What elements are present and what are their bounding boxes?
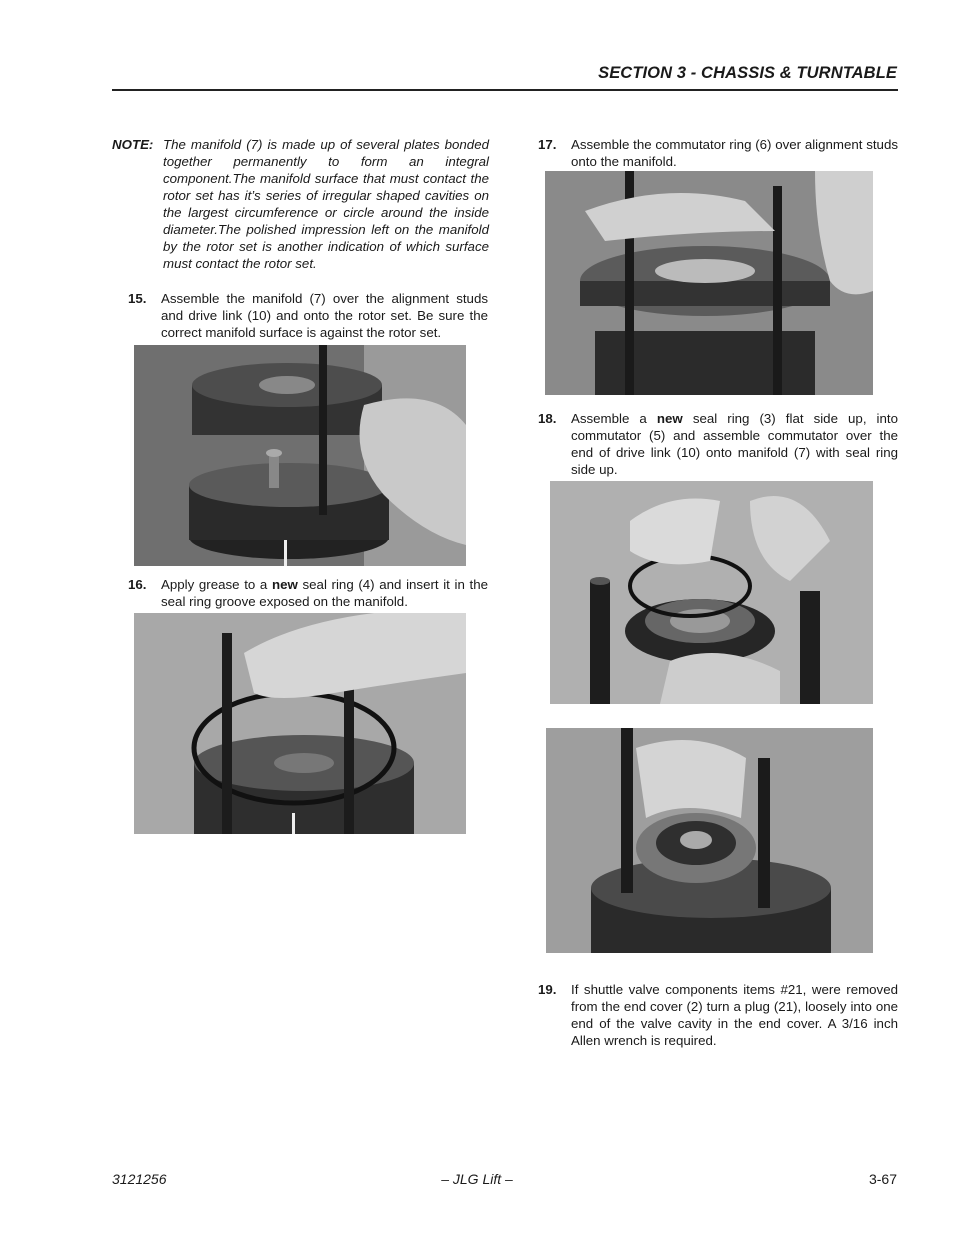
step-17-text: Assemble the commutator ring (6) over alignment studs onto the manifold. [571,137,898,169]
photo-seal-ring-install [134,613,466,834]
step-15-number: 15. [128,291,147,306]
photo-commutator-over-drive-link [546,728,873,953]
step-18-text: Assemble a new seal ring (3) flat side up, into commutator (5) and assemble commutator over the end of drive link (10) onto manifold (7) with seal ring side up. [571,411,898,477]
step-15-text: Assemble the manifold (7) over the alignment studs and drive link (10) and onto the rotor set. Be sure the correct manifold surface is against the rotor set. [161,291,488,340]
note-label: NOTE: [112,137,154,152]
header-rule [112,89,898,91]
footer-page-number: 3-67 [868,1171,897,1187]
step-17-number: 17. [538,137,557,152]
footer-center: – JLG Lift – [441,1171,513,1187]
photo-manifold-assembly [134,345,466,566]
step-19-number: 19. [538,982,557,997]
step-18-number: 18. [538,411,557,426]
note-text: The manifold (7) is made up of several plates bonded together permanently to form an integral component.The manifold surface that must contact the rotor set has it’s series of irregular shaped cavities on the largest circumference or circle around the inside diameter.The polished impression left on the manifold by the rotor set is another indication of which surface must contact the rotor set. [163,137,489,271]
section-title: SECTION 3 - CHASSIS & TURNTABLE [598,64,897,82]
photo-commutator-seal [550,481,873,704]
step-16-number: 16. [128,577,147,592]
photo-commutator-ring [545,171,873,395]
step-19-text: If shuttle valve components items #21, were removed from the end cover (2) turn a plug (21), loosely into one end of the valve cavity in the end cover. A 3/16 inch Allen wrench is required. [571,982,898,1048]
footer-doc-number: 3121256 [112,1171,167,1187]
step-16-text: Apply grease to a new seal ring (4) and insert it in the seal ring groove exposed on the manifold. [161,577,488,609]
